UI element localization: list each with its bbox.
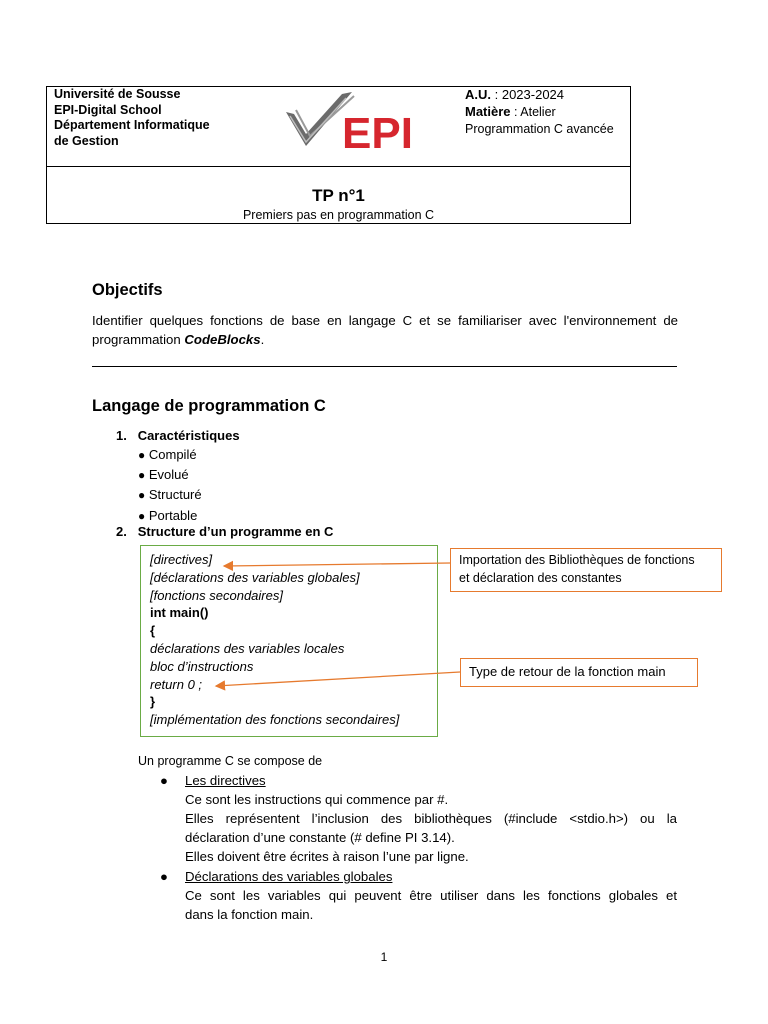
item-1-number: 1. [116,428,127,443]
bullet-icon: ● [160,773,168,788]
directives-line-3: déclaration d’une constante (# define PI 3.14). [185,830,455,845]
bullet-icon: ● [138,508,146,523]
code-line-locals: déclarations des variables locales [150,640,345,656]
list-item-label: Structuré [148,487,202,503]
institution-line: EPI-Digital School [54,102,162,117]
note-directives-line-2: et déclaration des constantes [459,571,622,585]
code-line-secondary: [fonctions secondaires] [150,587,283,603]
code-line-main: int main() [150,605,209,621]
globals-line-2: dans la fonction main. [185,907,314,922]
item-2-number: 2. [116,524,127,539]
page-number: 1 [380,950,388,964]
arrow-to-return [216,672,460,686]
item-2-title: Structure d’un programme en C [137,524,334,539]
au-label: A.U. [465,87,491,102]
note-directives-line-1: Importation des Bibliothèques de fonctions [459,553,695,567]
code-line-return: return 0 ; [150,676,203,692]
au-value: : 2023-2024 [491,87,565,102]
matiere-label: Matière [465,104,511,119]
code-line-close-brace: } [150,694,156,710]
bullet-icon: ● [160,869,168,884]
logo-text: EPI [342,109,413,152]
tp-title: TP n°1 [312,186,365,205]
arrow-to-directives [224,563,450,566]
directives-line-4: Elles doivent être écrites à raison l’une par ligne. [185,849,469,864]
code-line-instructions: bloc d’instructions [150,658,254,674]
institution-line: Département Informatique [54,118,210,132]
objectifs-line-2-prefix: programmation [92,332,185,347]
matiere-value: : Atelier [510,105,556,119]
code-line-implementation: [implémentation des fonctions secondaires] [150,712,400,728]
objectifs-line-1: Identifier quelques fonctions de base en langage C et se familiariser avec l'environnement de [92,313,678,328]
globals-body [185,886,677,924]
directives-body [185,790,677,866]
directives-line-1: Ce sont les instructions qui commence par #. [185,792,449,807]
note-return-type: Type de retour de la fonction main [460,658,698,687]
bullet-icon: ● [138,488,146,503]
globals-title: Déclarations des variables globales [185,869,393,884]
code-line-directives: [directives] [150,552,213,567]
objectifs-line-2-suffix: . [260,332,265,347]
institution-line: Université de Sousse [54,87,181,101]
item-1-title: Caractéristiques [137,428,240,443]
list-item-label: Portable [148,507,198,523]
list-item-label: Evolué [148,467,189,483]
list-item-label: Compilé [148,447,197,462]
code-line-globals: [déclarations des variables globales] [150,569,360,585]
objectifs-heading: Objectifs [92,281,163,299]
directives-title: Les directives [185,773,266,788]
code-line-open-brace: { [150,623,156,639]
bullet-icon: ● [138,468,146,483]
globals-line-1: Ce sont les variables qui peuvent être utiliser dans les fonctions globales et [185,888,677,903]
langage-heading: Langage de programmation C [92,397,326,415]
bullet-icon: ● [138,448,146,462]
matiere-value-2: Programmation C avancée [465,122,614,136]
composition-intro: Un programme C se compose de [138,754,323,768]
directives-line-2: Elles représentent l’inclusion des bibliothèques (#include <stdio.h>) ou la [185,811,677,826]
codeblocks-emph: CodeBlocks [184,332,261,347]
institution-line: de Gestion [54,133,119,148]
tp-subtitle: Premiers pas en programmation C [242,208,435,222]
note-directives [450,548,722,592]
